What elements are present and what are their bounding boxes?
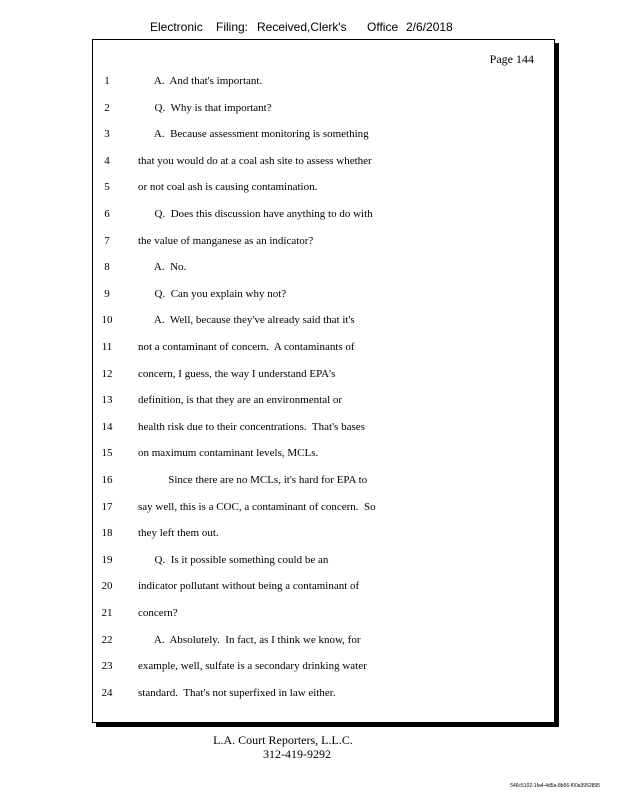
transcript-line [93,447,556,467]
line-text: definition, is that they are an environmental or [138,394,343,407]
line-text: Q. Why is that important? [138,101,272,114]
line-number: 14 [101,420,113,433]
transcript-line [93,527,556,547]
line-text: Q. Can you explain why not? [138,287,287,300]
transcript-page [92,39,555,723]
line-number: 1 [104,75,110,87]
header-word-received-clerks: Received,Clerk's [257,20,347,34]
header-word-filing: Filing: [216,20,249,34]
transcript-line [93,128,556,148]
transcript-line [93,660,556,680]
line-text: standard. That's not superfixed in law either. [138,686,336,699]
transcript-line [93,155,556,175]
line-number: 5 [104,181,110,194]
transcript-line [93,314,556,334]
line-number: 8 [104,261,110,274]
transcript-line [93,75,556,95]
line-number: 16 [101,474,113,486]
line-text: on maximum contaminant levels, MCLs. [138,447,319,460]
line-text: that you would do at a coal ash site to assess whether [138,154,372,167]
line-text: say well, this is a COC, a contaminant of concern. So [138,500,376,513]
reporter-phone: 312-419-9292 [263,747,331,761]
transcript-line [93,421,556,441]
document-hash: 546c5102-1fa4-4d5a-8b56-f00a3952895 [510,783,600,789]
transcript-line [93,235,556,255]
transcript-line [93,261,556,281]
transcript-line [93,687,556,707]
line-number: 10 [101,314,113,327]
transcript-line [93,181,556,201]
line-text: the value of manganese as an indicator? [138,234,314,247]
transcript-line [93,368,556,388]
line-number: 24 [101,686,113,699]
line-text: Q. Does this discussion have anything to do with [138,208,373,220]
line-number: 12 [101,367,113,380]
transcript-line [93,288,556,308]
header-word-office: Office [367,20,399,34]
line-number: 17 [101,500,113,513]
line-number: 9 [104,287,110,300]
line-number: 7 [104,234,110,247]
transcript-line [93,501,556,521]
line-text: Since there are no MCLs, it's hard for EPA to [138,474,368,486]
line-number: 4 [104,154,110,167]
transcript-line [93,634,556,654]
line-text: A. Well, because they've already said that it's [138,314,355,327]
line-text: or not coal ash is causing contamination. [138,181,318,194]
transcript-line [93,474,556,494]
line-text: indicator pollutant without being a contaminant of [138,580,360,593]
line-number: 23 [101,660,113,673]
line-number: 21 [101,607,113,619]
line-text: A. And that's important. [138,75,263,87]
line-text: A. No. [138,261,187,274]
header-word-electronic: Electronic [150,20,203,34]
line-text: not a contaminant of concern. A contaminants of [138,341,355,353]
page-number: Page 144 [489,52,534,66]
line-text: concern, I guess, the way I understand EPA's [138,367,336,380]
line-text: health risk due to their concentrations. That's bases [138,420,365,433]
line-number: 3 [104,128,110,141]
transcript-line [93,341,556,361]
line-number: 6 [104,208,110,220]
line-number: 22 [101,633,113,646]
transcript-line [93,607,556,627]
line-text: A. Because assessment monitoring is something [138,128,369,141]
line-text: Q. Is it possible something could be an [138,553,329,566]
transcript-line [93,102,556,122]
line-text: example, well, sulfate is a secondary drinking water [138,660,367,673]
transcript-line [93,580,556,600]
line-number: 20 [101,580,113,593]
line-number: 11 [101,341,113,353]
line-text: concern? [138,607,178,619]
line-text: they left them out. [138,527,219,540]
line-text: A. Absolutely. In fact, as I think we know, for [138,633,361,646]
transcript-line [93,554,556,574]
line-number: 2 [104,101,110,114]
line-number: 13 [101,394,113,407]
reporter-company: L.A. Court Reporters, L.L.C. [213,733,353,747]
header-word-date: 2/6/2018 [406,20,453,34]
line-number: 19 [101,553,113,566]
transcript-line [93,394,556,414]
line-number: 15 [101,447,113,460]
transcript-line [93,208,556,228]
line-number: 18 [101,527,113,540]
